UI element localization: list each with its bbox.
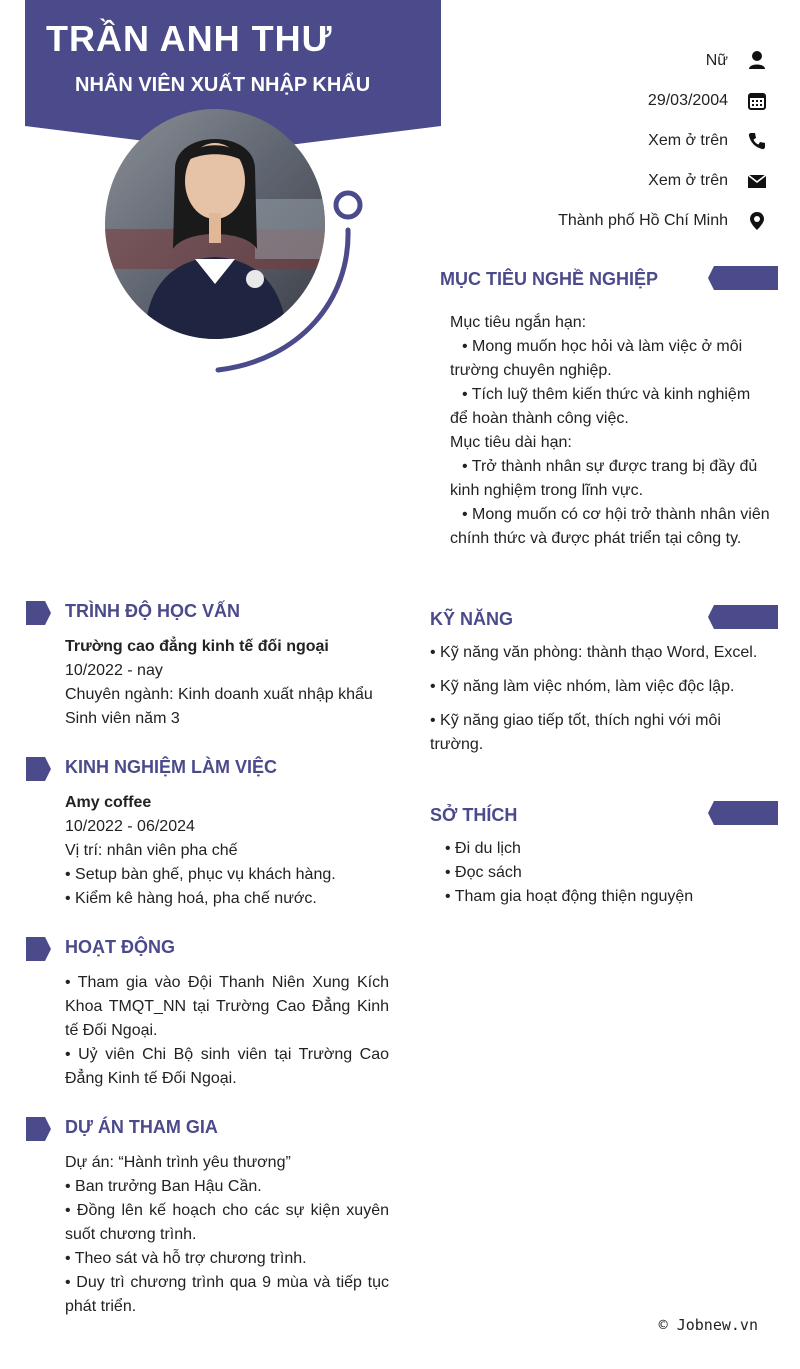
company-name: Amy coffee [65, 794, 152, 811]
projects-heading: DỰ ÁN THAM GIA [65, 1117, 218, 1137]
education-period: 10/2022 - nay [65, 662, 163, 679]
experience-tag [26, 757, 52, 781]
experience-task-1: • Setup bàn ghế, phục vụ khách hàng. [65, 866, 336, 883]
project-item-2: • Đồng lên kế hoạch cho các sự kiện xuyên suốt chương trình. [65, 1202, 389, 1243]
school-name: Trường cao đẳng kinh tế đối ngoại [65, 638, 329, 655]
hobby-item-3: • Tham gia hoạt động thiện nguyện [445, 888, 694, 905]
experience-position: Vị trí: nhân viên pha chế [65, 842, 238, 859]
career-goal-tag [708, 266, 778, 290]
location-pin-icon [746, 210, 768, 232]
short-term-goal-1: • Mong muốn học hỏi và làm việc ở môi trường chuyên nghiệp. [450, 338, 743, 379]
project-item-3: • Theo sát và hỗ trợ chương trình. [65, 1250, 307, 1267]
hobby-item-1: • Đi du lịch [445, 840, 521, 857]
hobbies-heading: SỞ THÍCH [430, 805, 518, 825]
activities-heading: HOẠT ĐỘNG [65, 937, 175, 957]
person-icon [746, 50, 768, 72]
experience-task-2: • Kiểm kê hàng hoá, pha chế nước. [65, 890, 317, 907]
activities-content [65, 971, 389, 1091]
mail-icon [746, 170, 768, 192]
short-term-goal-2: • Tích luỹ thêm kiến thức và kinh nghiệm để hoàn thành công việc. [450, 386, 751, 427]
hobbies-content [445, 837, 765, 909]
phone-icon [746, 130, 768, 152]
long-term-label: Mục tiêu dài hạn: [450, 434, 572, 451]
skill-item-2: • Kỹ năng làm việc nhóm, làm việc độc lập. [430, 678, 735, 695]
email-row [408, 170, 768, 194]
project-item-1: • Ban trưởng Ban Hậu Cần. [65, 1178, 262, 1195]
experience-heading: KINH NGHIỆM LÀM VIỆC [65, 757, 278, 777]
career-goal-content [450, 311, 770, 551]
birthday-text: 29/03/2004 [647, 92, 728, 109]
long-term-goal-1: • Trở thành nhân sự được trang bị đầy đủ kinh nghiệm trong lĩnh vực. [450, 458, 758, 499]
birthday-row [408, 90, 768, 114]
hobbies-tag [708, 801, 778, 825]
calendar-icon [746, 90, 768, 112]
long-term-goal-2: • Mong muốn có cơ hội trở thành nhân viên chính thức và được phát triển tại công ty. [450, 506, 770, 547]
project-name: Dự án: “Hành trình yêu thương” [65, 1154, 291, 1171]
education-major: Chuyên ngành: Kinh doanh xuất nhập khẩu [65, 686, 373, 703]
skills-heading: KỸ NĂNG [430, 609, 514, 629]
profile-photo [105, 109, 325, 339]
activity-item-1: • Tham gia vào Đội Thanh Niên Xung Kích Khoa TMQT_NN tại Trường Cao Đẳng Kinh tế Đối Ngoại. [65, 974, 389, 1039]
phone-text: Xem ở trên [648, 132, 728, 149]
education-content [65, 635, 395, 731]
candidate-name: TRẦN ANH THƯ [46, 18, 333, 59]
education-year: Sinh viên năm 3 [65, 710, 180, 727]
hobby-item-2: • Đọc sách [445, 864, 522, 881]
education-heading: TRÌNH ĐỘ HỌC VẤN [65, 601, 240, 621]
gender-text: Nữ [705, 52, 728, 69]
gender-row [408, 50, 768, 74]
address-row [408, 210, 768, 234]
education-tag [26, 601, 52, 625]
job-title: NHÂN VIÊN XUẤT NHẬP KHẨU [75, 74, 371, 96]
experience-period: 10/2022 - 06/2024 [65, 818, 195, 835]
projects-content [65, 1151, 389, 1319]
address-text: Thành phố Hồ Chí Minh [558, 212, 728, 229]
experience-content [65, 791, 395, 911]
footer-credit: © Jobnew.vn [658, 1316, 758, 1334]
short-term-label: Mục tiêu ngắn hạn: [450, 314, 587, 331]
skills-tag [708, 605, 778, 629]
projects-tag [26, 1117, 52, 1141]
skill-item-1: • Kỹ năng văn phòng: thành thạo Word, Excel. [430, 644, 758, 661]
activities-tag [26, 937, 52, 961]
career-goal-heading: MỤC TIÊU NGHỀ NGHIỆP [440, 269, 659, 289]
project-item-4: • Duy trì chương trình qua 9 mùa và tiếp tục phát triển. [65, 1274, 389, 1315]
email-text: Xem ở trên [648, 172, 728, 189]
skills-content [430, 641, 765, 757]
phone-row [408, 130, 768, 154]
skill-item-3: • Kỹ năng giao tiếp tốt, thích nghi với môi trường. [430, 712, 721, 753]
activity-item-2: • Uỷ viên Chi Bộ sinh viên tại Trường Cao Đẳng Kinh tế Đối Ngoại. [65, 1046, 389, 1087]
